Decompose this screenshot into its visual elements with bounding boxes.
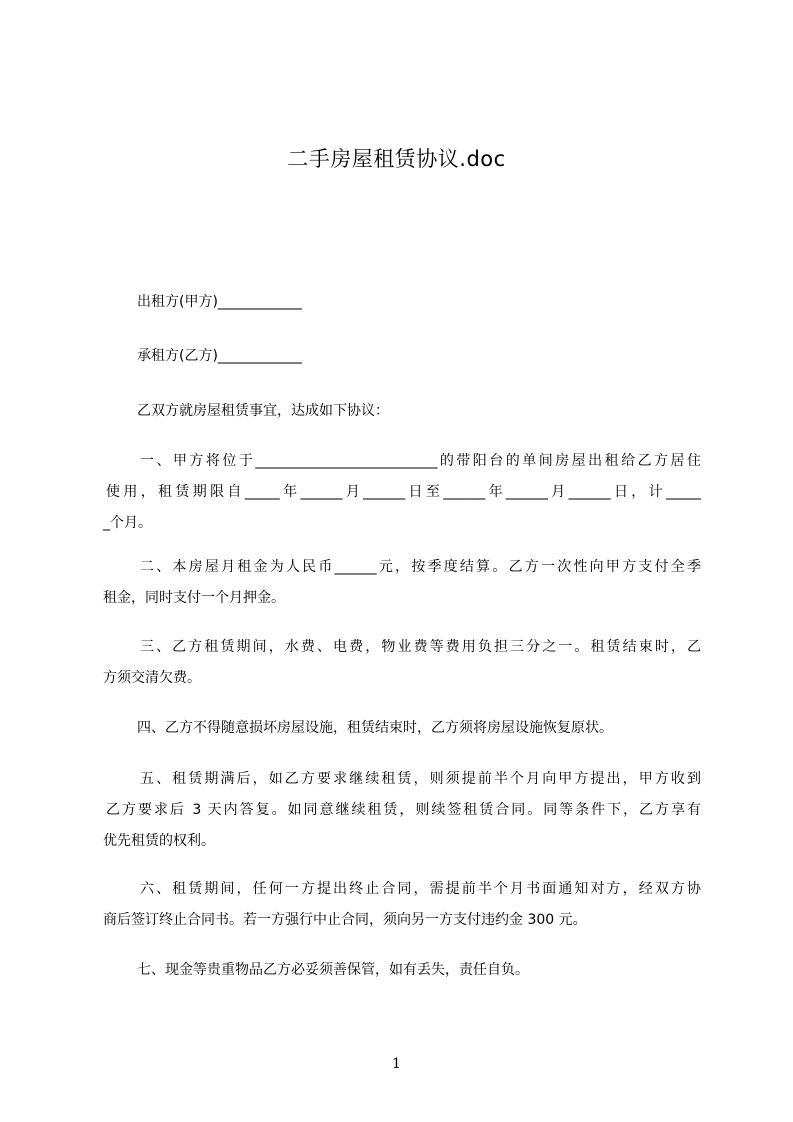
- clause-2-line-2: 租金，同时支付一个月押金。: [103, 590, 285, 606]
- clause-2: [103, 552, 701, 614]
- clause-1-line-1: 一、甲方将位于__________________________的带阳台的单间房屋出租给乙方居住: [140, 453, 701, 469]
- clause-3-line-2: 方须交清欠费。: [103, 670, 201, 686]
- clause-2-line-1: 二、本房屋月租金为人民币______元，按季度结算。乙方一次性向甲方支付全季: [140, 559, 701, 575]
- lessor-line: 出租方(甲方)____________: [137, 294, 302, 310]
- clause-5-line-2: 乙方要求后 3 天内答复。如同意继续租赁，则续签租赁合同。同等条件下，乙方享有: [106, 802, 701, 818]
- clause-7: 七、现金等贵重物品乙方必妥须善保管，如有丢失，责任自负。: [137, 962, 529, 978]
- clause-1-line-3: _个月。: [103, 515, 152, 531]
- clause-6-line-2: 商后签订终止合同书。若一方强行中止合同，须向另一方支付违约金 300 元。: [103, 912, 587, 928]
- lessee-line: 承租方(乙方)____________: [137, 348, 302, 364]
- clause-5-line-1: 五、租赁期满后，如乙方要求继续租赁，则须提前半个月向甲方提出，甲方收到: [140, 771, 701, 787]
- intro-line: 乙双方就房屋租赁事宜，达成如下协议：: [137, 403, 389, 419]
- page-number: 1: [392, 1056, 401, 1072]
- document-title: 二手房屋租赁协议.doc: [287, 147, 506, 171]
- clause-1-line-2: 使用，租赁期限自_____年______月______日至______年______月______日，计_____: [106, 484, 701, 500]
- clause-6-line-1: 六、租赁期间，任何一方提出终止合同，需提前半个月书面通知对方，经双方协: [140, 881, 701, 897]
- clause-5-line-3: 优先租赁的权利。: [103, 833, 215, 849]
- clause-4: 四、乙方不得随意损坏房屋设施，租赁结束时，乙方须将房屋设施恢复原状。: [137, 720, 613, 736]
- clause-3-line-1: 三、乙方租赁期间，水费、电费，物业费等费用负担三分之一。租赁结束时，乙: [140, 639, 701, 655]
- clause-6: [103, 874, 701, 936]
- clause-5: [103, 764, 701, 857]
- clause-1: [103, 446, 701, 539]
- clause-3: [103, 632, 701, 694]
